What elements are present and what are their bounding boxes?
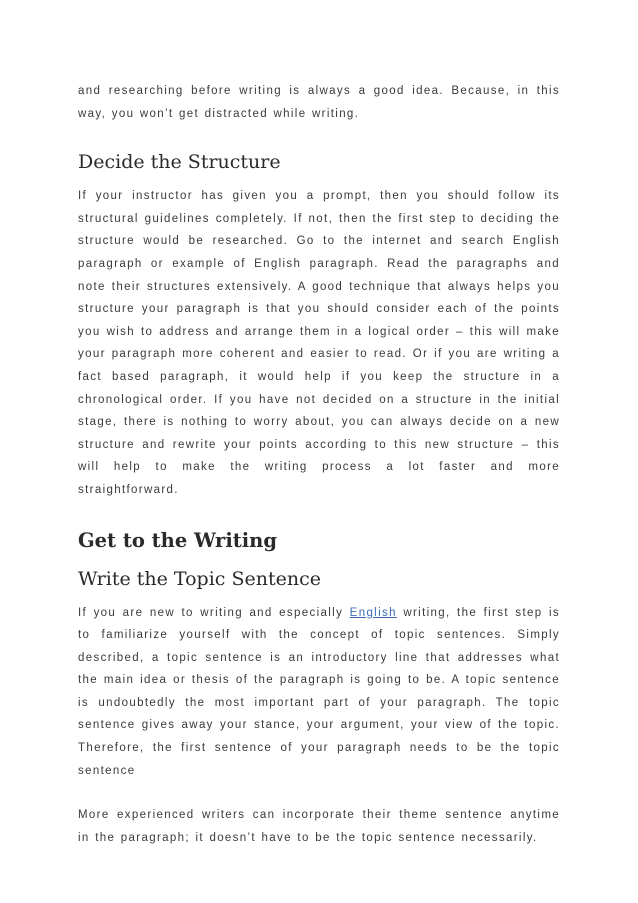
heading-get-to-writing: Get to the Writing bbox=[78, 528, 277, 552]
intro-paragraph: and researching before writing is always a good idea. Because, in this way, you won’t get distracted while writing. bbox=[78, 85, 560, 120]
paragraph-decide-structure: If your instructor has given you a prompt, then you should follow its structural guidelines completely. If not, then the first step to deciding the structure would be researched. Go to the internet and search English paragraph or example of English paragraph. Read the paragraphs and note their structures extensively. A good technique that always helps you structure your paragraph is that you should consider each of the points you wish to address and arrange them in a logical order – this will make your paragraph more coherent and easier to read. Or if you are writing a fact based paragraph, it would help if you keep the structure in a chronological order. If you have not decided on a structure in the initial stage, there is nothing to worry about, you can always decide on a new structure and rewrite your points according to this new structure – this will help to make the writing process a lot faster and more straightforward. bbox=[78, 190, 560, 496]
paragraph-topic-sentence bbox=[78, 602, 560, 783]
paragraph-more-experienced: More experienced writers can incorporate their theme sentence anytime in the paragraph; it doesn’t have to be the topic sentence necessarily. bbox=[78, 809, 560, 844]
paragraph-topic-text-end: writing, the first step is to familiarize yourself with the concept of topic sentences. Simply described, a topic sentence is an introductory line that addresses what the main idea or thesis of the paragraph is going to be. A topic sentence is undoubtedly the most important part of your paragraph. The topic sentence gives away your stance, your argument, your view of the topic. Therefore, the first sentence of your paragraph needs to be the topic sentence bbox=[78, 606, 560, 777]
paragraph-topic-text-start: If you are new to writing and especially bbox=[78, 606, 350, 619]
heading-topic-sentence: Write the Topic Sentence bbox=[78, 567, 321, 590]
heading-decide-structure: Decide the Structure bbox=[78, 151, 281, 174]
english-link[interactable]: English bbox=[349, 606, 397, 619]
document-content bbox=[78, 80, 560, 849]
